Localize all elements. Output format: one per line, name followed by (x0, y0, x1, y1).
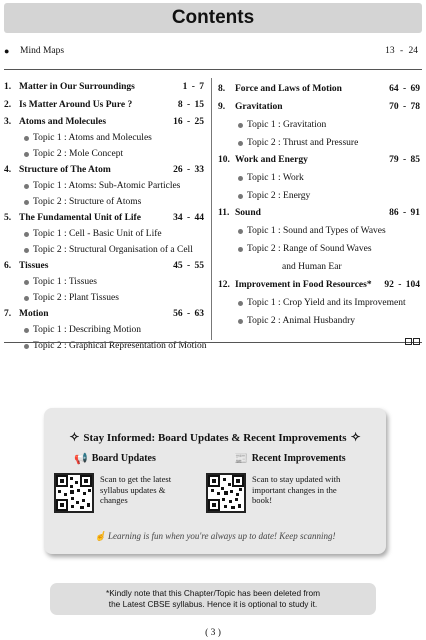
newspaper-icon: 📰 (234, 453, 248, 465)
chapter-pages: 86 - 91 (389, 208, 420, 218)
bullet-icon (24, 184, 29, 189)
bullet-icon (238, 176, 243, 181)
mind-maps-entry[interactable] (4, 46, 422, 60)
topic-item[interactable] (218, 136, 422, 150)
syllabus-note (50, 583, 376, 615)
bullet-icon (238, 301, 243, 306)
chapter-number: 3. (4, 117, 12, 127)
chapter-number: 7. (4, 309, 12, 319)
chapter-number: 10. (218, 155, 230, 165)
topic-item[interactable] (218, 314, 422, 328)
recent-improvements-text: Scan to stay updated with important changes in the book! (252, 474, 341, 505)
chapter-number: 6. (4, 261, 12, 271)
board-updates-qr-code[interactable] (54, 473, 94, 513)
chapter-number: 12. (218, 280, 230, 290)
chapter-pages: 64 - 69 (389, 84, 420, 94)
board-updates-text: Scan to get the latest syllabus updates & changes (100, 474, 172, 505)
chapter-pages: 79 - 85 (389, 155, 420, 165)
topic-label: Topic 2 : Thrust and Pressure (247, 138, 359, 148)
toc-chapter-1[interactable] (4, 80, 206, 94)
chapter-pages: 16 - 25 (173, 117, 204, 127)
toc-chapter-8[interactable] (218, 82, 422, 96)
chapter-name: Work and Energy (235, 155, 308, 165)
bullet-icon (24, 136, 29, 141)
chapter-number: 8. (218, 84, 226, 94)
chapter-number: 9. (218, 102, 226, 112)
star-icon: ✧ (350, 430, 361, 444)
promo-heading-text: Stay Informed: Board Updates & Recent Improvements (83, 432, 347, 444)
chapter-pages: 34 - 44 (173, 213, 204, 223)
chapter-name: Motion (19, 309, 49, 319)
mind-maps-pages: 13 - 24 (385, 46, 418, 56)
topic-item[interactable] (4, 147, 206, 161)
chapter-number: 1. (4, 82, 12, 92)
note-line-2: the Latest CBSE syllabus. Hence it is optional to study it. (108, 599, 318, 609)
topic-label: Topic 1 : Atoms and Molecules (33, 133, 152, 143)
topic-label: Topic 1 : Tissues (33, 277, 98, 287)
contents-title-bar (4, 3, 422, 33)
recent-improvements-label: Recent Improvements (251, 453, 346, 464)
chapter-name: The Fundamental Unit of Life (19, 213, 141, 223)
megaphone-icon: 📢 (74, 453, 88, 465)
topic-item[interactable] (218, 296, 422, 310)
page-number: ( 3 ) (205, 628, 221, 638)
topic-item[interactable] (4, 291, 206, 305)
topic-label: Topic 2 : Animal Husbandry (247, 316, 356, 326)
bullet-icon (24, 296, 29, 301)
topic-item[interactable] (218, 224, 422, 238)
qr-pattern (208, 475, 244, 511)
toc-chapter-3[interactable] (4, 115, 206, 161)
bullet-icon (24, 152, 29, 157)
toc-chapter-11[interactable] (218, 206, 422, 274)
toc-chapter-2[interactable] (4, 98, 206, 112)
chapter-name: Atoms and Molecules (19, 117, 107, 127)
topic-label: Topic 2 : Mole Concept (33, 149, 124, 159)
updates-promo-box (44, 408, 386, 554)
topic-label: Topic 2 : Range of Sound Waves (247, 244, 372, 254)
topic-continuation (218, 260, 422, 274)
bullet-icon (238, 229, 243, 234)
chapter-pages: 92 - 104 (384, 280, 420, 290)
mind-maps-label: Mind Maps (20, 46, 65, 56)
toc-chapter-12[interactable] (218, 278, 422, 328)
column-divider (211, 78, 212, 340)
topic-label: Topic 2 : Graphical Representation of Motion (33, 341, 207, 351)
pointer-icon: ☝ (94, 531, 106, 541)
chapter-name: Force and Laws of Motion (235, 84, 342, 94)
topic-label: Topic 1 : Crop Yield and its Improvement (247, 298, 406, 308)
bullet-icon (238, 194, 243, 199)
chapter-pages: 26 - 33 (173, 165, 204, 175)
board-updates-title (74, 452, 156, 465)
toc-chapter-10[interactable] (218, 153, 422, 203)
toc-chapter-6[interactable] (4, 259, 206, 305)
chapter-number: 2. (4, 100, 12, 110)
chapter-pages: 1 - 7 (182, 82, 204, 92)
bullet-icon (24, 248, 29, 253)
chapter-pages: 70 - 78 (389, 102, 420, 112)
bullet-icon: ● (4, 46, 10, 56)
end-mark-icon (405, 338, 420, 345)
promo-footer (44, 531, 386, 542)
recent-improvements-qr-code[interactable] (206, 473, 246, 513)
topic-label: Topic 1 : Describing Motion (33, 325, 142, 335)
toc-right-column (218, 78, 422, 328)
promo-footer-text: Learning is fun when you're always up to date! Keep scanning! (107, 531, 336, 541)
toc-chapter-7[interactable] (4, 307, 206, 353)
topic-item[interactable] (218, 171, 422, 185)
toc-chapter-5[interactable] (4, 211, 206, 257)
topic-item[interactable] (4, 227, 206, 241)
promo-heading (44, 430, 386, 445)
chapter-name: Matter in Our Surroundings (19, 82, 135, 92)
chapter-pages: 56 - 63 (173, 309, 204, 319)
topic-item[interactable] (4, 195, 206, 209)
chapter-pages: 45 - 55 (173, 261, 204, 271)
chapter-name: Gravitation (235, 102, 283, 112)
topic-item[interactable] (4, 131, 206, 145)
qr-pattern (56, 475, 92, 511)
toc-chapter-4[interactable] (4, 163, 206, 209)
topic-item[interactable] (4, 275, 206, 289)
chapter-name: Structure of The Atom (19, 165, 111, 175)
recent-improvements-title (234, 452, 346, 465)
bullet-icon (24, 200, 29, 205)
star-icon: ✧ (69, 430, 80, 444)
note-line-1: *Kindly note that this Chapter/Topic has been deleted from (105, 588, 320, 598)
bullet-icon (24, 232, 29, 237)
chapter-name: Tissues (19, 261, 49, 271)
chapter-pages: 8 - 15 (177, 100, 204, 110)
bullet-icon (24, 328, 29, 333)
toc-chapter-9[interactable] (218, 100, 422, 150)
topic-item[interactable] (218, 189, 422, 203)
topic-label: Topic 1 : Cell - Basic Unit of Life (33, 229, 162, 239)
chapter-name: Sound (235, 208, 261, 218)
topic-item[interactable] (4, 323, 206, 337)
topic-label: Topic 2 : Structural Organisation of a Cell (33, 245, 193, 255)
toc-left-column (4, 78, 206, 353)
topic-item[interactable] (218, 118, 422, 132)
chapter-name: Is Matter Around Us Pure ? (19, 100, 133, 110)
topic-label: Topic 2 : Plant Tissues (33, 293, 119, 303)
divider-top (4, 69, 422, 70)
topic-item[interactable] (218, 242, 422, 256)
bullet-icon (238, 247, 243, 252)
topic-label: Topic 1 : Sound and Types of Waves (247, 226, 386, 236)
bullet-icon (238, 319, 243, 324)
chapter-number: 11. (218, 208, 230, 218)
topic-item[interactable] (4, 179, 206, 193)
board-updates-label: Board Updates (91, 453, 156, 464)
topic-label: Topic 2 : Structure of Atoms (33, 197, 142, 207)
bullet-icon (238, 123, 243, 128)
bullet-icon (238, 141, 243, 146)
chapter-number: 4. (4, 165, 12, 175)
topic-label: Topic 1 : Gravitation (247, 120, 327, 130)
topic-label: Topic 1 : Work (247, 173, 304, 183)
chapter-number: 5. (4, 213, 12, 223)
topic-label: Topic 2 : Energy (247, 191, 311, 201)
topic-label: Topic 1 : Atoms: Sub-Atomic Particles (33, 181, 181, 191)
page-title: Contents (171, 7, 255, 28)
topic-item[interactable] (4, 243, 206, 257)
chapter-name: Improvement in Food Resources* (235, 280, 372, 290)
topic-label: and Human Ear (282, 262, 342, 272)
divider-bottom (4, 342, 422, 343)
bullet-icon (24, 280, 29, 285)
bullet-icon (24, 344, 29, 349)
